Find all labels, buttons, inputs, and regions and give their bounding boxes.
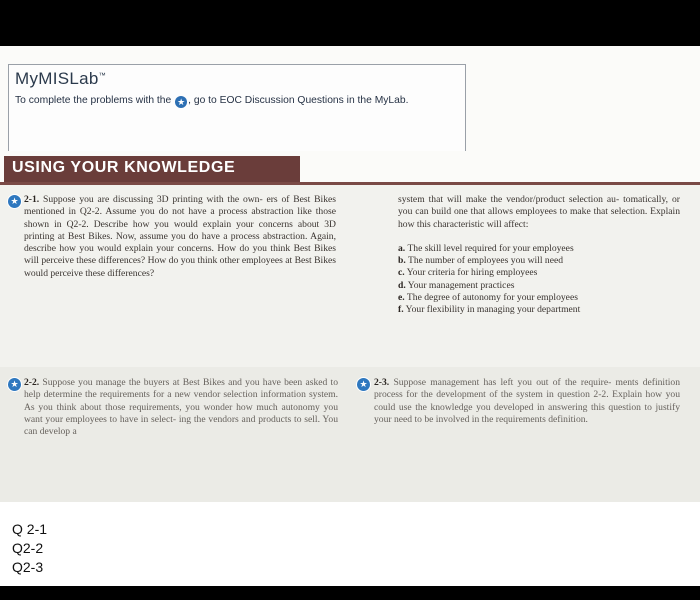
list-item [398,280,514,292]
star-icon: ★ [7,194,22,209]
item-letter: f. [398,304,404,315]
mylab-instruction [15,95,408,108]
item-text: The skill level required for your employees [407,243,574,254]
mylab-brand [15,69,106,89]
question-number: 2-3. [374,377,390,388]
item-letter: b. [398,255,406,266]
list-item [398,304,580,316]
item-letter: a. [398,243,406,254]
star-icon: ★ [356,377,371,392]
question-continuation-text: system that will make the vendor/product selection au- tomatically, or you can build one that allows employees to make that selection. Explain how this characteristic will affect: [398,194,680,230]
section-heading-bar [4,156,300,182]
question-number: 2-2. [24,377,40,388]
mylab-brand-text: MyMISLab [15,69,99,88]
star-icon: ★ [7,377,22,392]
question-2-2 [24,377,338,438]
item-letter: c. [398,267,405,278]
instruction-text-before: To complete the problems with the [15,95,172,106]
answer-label-q2-1: Q 2-1 [12,521,48,537]
instruction-text-after: , go to EOC Discussion Questions in the MyLab. [188,95,409,106]
item-letter: e. [398,292,405,303]
item-text: Your criteria for hiring employees [406,267,538,278]
list-item [398,292,578,304]
list-item [398,255,563,267]
textbook-photo [0,46,700,586]
question-2-1 [24,194,336,280]
answer-label-q2-3: Q2-3 [12,559,44,575]
item-text: Your flexibility in managing your department [405,304,581,315]
item-text: The number of employees you will need [407,255,564,266]
mylab-callout-box [8,64,466,151]
question-text: Suppose you are discussing 3D printing with the own- ers of Best Bikes mentioned in Q2-2. Assume you do not have a process abstraction like those shown in Q2-2. Describe how you would explain your concerns about 3D printing at Best Bikes. Now, assume you do have a process abstraction. Again, describe how you would explain your concerns. How do you think Best Bikes will perceive these differences? How do you think other employees at Best Bikes would perceive these differences? [24,194,336,279]
trademark-mark: ™ [98,72,106,80]
question-text: Suppose you manage the buyers at Best Bikes and you have been asked to help determine the requirements for a new vendor selection information system. As you think about those requirements, you wonder how much autonomy you want your employees to have in select- ing the vendors and products to sell. You can develop a [24,377,338,438]
star-icon: ★ [177,97,186,107]
item-text: The degree of autonomy for your employees [406,292,578,303]
list-item [398,267,537,279]
list-item [398,243,574,255]
answer-label-q2-2: Q2-2 [12,540,44,556]
question-number: 2-1. [24,194,40,205]
question-text: Suppose management has left you out of the require- ments definition process for the development of the system in question 2-2. Explain how you could use the knowledge you developed in answering this question to justify your need to be involved in the requirements definition. [374,377,681,425]
item-text: Your management practices [407,280,515,291]
section-title: USING YOUR KNOWLEDGE [12,159,236,176]
question-2-2-continuation [398,194,680,231]
answer-area [0,502,700,586]
item-letter: d. [398,280,406,291]
question-2-3 [374,377,680,426]
